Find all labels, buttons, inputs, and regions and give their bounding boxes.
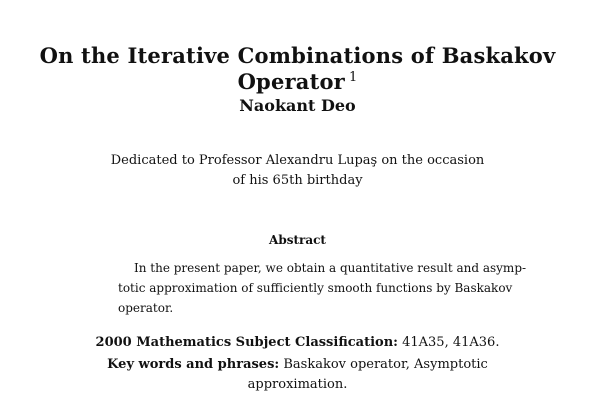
keywords-line-2 — [0, 376, 595, 394]
abstract-text-line-1: In the present paper, we obtain a quantitative result and asymp- — [134, 261, 527, 275]
keywords-value-2: approximation. — [247, 377, 348, 392]
paper-title-text-2: Operator — [237, 69, 345, 94]
abstract-text-line-3: operator. — [118, 301, 174, 315]
paper-title-text-1: On the Iterative Combinations of Baskakov — [39, 43, 556, 68]
dedication-line-2: of his 65th birthday — [232, 173, 363, 188]
paper-title-line-1 — [0, 44, 595, 68]
msc-label: 2000 Mathematics Subject Classification: — [95, 335, 398, 350]
msc-value: 41A35, 41A36. — [402, 335, 500, 350]
title-footnote-mark: 1 — [348, 70, 358, 85]
keywords-line-1 — [0, 356, 595, 374]
dedication-line-1: Dedicated to Professor Alexandru Lupaş on the occasion — [110, 153, 485, 168]
abstract-heading: Abstract — [269, 233, 326, 247]
abstract-text-line-2: totic approximation of sufficiently smooth functions by Baskakov — [118, 281, 513, 295]
paper-title-line-2 — [0, 66, 595, 94]
msc-classification — [0, 334, 595, 352]
author-name: Naokant Deo — [239, 96, 356, 115]
keywords-value-1: Baskakov operator, Asymptotic — [283, 357, 488, 372]
keywords-label: Key words and phrases: — [107, 357, 280, 372]
